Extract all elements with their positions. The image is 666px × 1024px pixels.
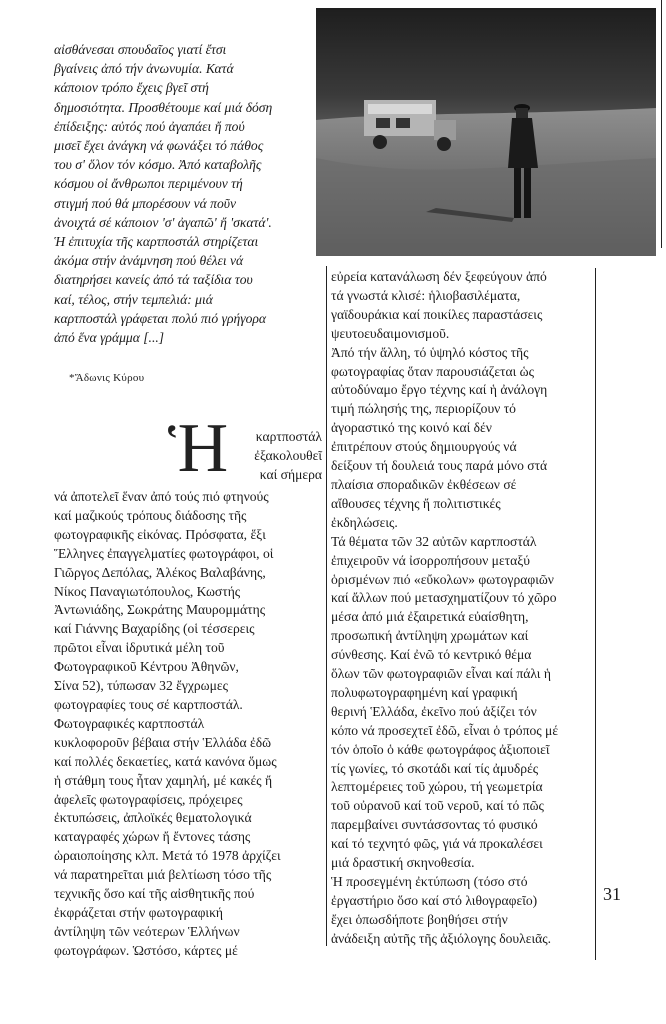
page-number: 31 (603, 884, 621, 904)
epigraph-author-name: Ἄδωνις Κύρου (74, 372, 145, 384)
article-right-column: εὐρεία κατανάλωση δέν ξεφεύγουν ἀπό τά γνωστά κλισέ: ἡλιοβασιλέματα, γαϊδουράκια καί ποικίλες παραστάσεις ψευτοευδαιμονισμοῦ. Ἀπό τήν ἄλλη, τό ὑψηλό κόστος τῆς φωτογραφίας ὅταν παρουσιάζεται ὡς αὐτοδύναμο ἔργο τέχνης καί ἡ ἀνάλογη τιμή πώλησής της, περιορίζουν τό ἀγοραστικό της κοινό καί δέν ἐπιτρέπουν στούς δημιουργούς νά δείξουν τή δουλειά τους παρά μόνο στά πλαίσια σποραδικῶν ἐκθέσεων σέ αἴθουσες τέχνης ἤ πολιτιστικές ἐκδηλώσεις. Τά θέματα τῶν 32 αὐτῶν καρτποστάλ ἐπιχειροῦν νά ἰσορροπήσουν μεταξύ ὁρισμένων πιό «εὔκολων» φωτογραφιῶν καί ἄλλων πού μετασχηματίζουν τό χῶρο μέσα ἀπό μιά ἐξαιρετικά εὐαίσθητη, προσωπική ἀντίληψη χρωμάτων καί σύνθεσης. Καί ἐνῶ τό κεντρικό θέμα ὅλων τῶν φωτογραφιῶν εἶναι καί πάλι ἡ πολυφωτογραφημένη καί γραφική θερινή Ἑλλάδα, ἐκεῖνο πού ἀξίζει τόν κόπο νά προσεχτεῖ ἐδῶ, εἶναι ὁ τρόπος μέ τόν ὁποῖο ὁ κάθε φωτογράφος ἀξιοποιεῖ τίς γωνίες, τό σκοτάδι καί τίς ἀμυδρές λεπτομέρειες τοῦ χώρου, τή γεωμετρία τοῦ οὐρανοῦ καί τοῦ νεροῦ, καί τό πῶς παρεμβαίνει συντάσσοντας τό φυσικό καί τό τεχνητό φῶς, γιά νά προκαλέσει μιά δραστική σκηνοθεσία. Ἡ προσεγμένη ἐκτύπωση (τόσο στό ἐργαστήριο ὅσο καί στό λιθογραφεῖο) ἔχει ὁπωσδήποτε βοηθήσει στήν ἀνάδειξη αὐτῆς τῆς ἀξιόλογης δουλειᾶς. (331, 269, 559, 946)
column-divider (326, 266, 327, 946)
photo-desert-truck-man (316, 8, 656, 256)
epigraph-quote (54, 40, 312, 347)
article-left-column: νά ἀποτελεῖ ἕναν ἀπό τούς πιό φτηνούς καί μαζικούς τρόπους διάδοσης τῆς φωτογραφικῆς εἰκόνας. Πρόσφατα, ἕξι Ἕλληνες ἐπαγγελματίες φωτογράφοι, οἱ Γιῶργος Δεπόλας, Ἀλέκος Βαλαβάνης, Νίκος Παναγιωτόπουλος, Κωστής Ἀντωνιάδης, Σωκράτης Μαυρομμάτης καί Γιάννης Βαχαρίδης (οἱ τέσσερεις πρῶτοι εἶναι ἱδρυτικά μέλη τοῦ Φωτογραφικοῦ Κέντρου Ἀθηνῶν, Σίνα 52), τύπωσαν 32 ἔγχρωμες φωτογραφίες τους σέ καρτποστάλ. Φωτογραφικές καρτποστάλ κυκλοφοροῦν βέβαια στήν Ἑλλάδα ἐδῶ καί πολλές δεκαετίες, κατά κανόνα ὅμως ἡ στάθμη τους ἦταν χαμηλή, μέ κακές ἤ ἀφελεῖς φωτογραφίσεις, πρόχειρες ἐκτυπώσεις, ἀπλοϊκές θεματολογικά καταγραφές χώρων ἤ ἔντονες τάσης ὡραιοποίησης κλπ. Μετά τό 1978 ἀρχίζει νά παρατηρεῖται μιά βελτίωση τόσο τῆς τεχνικῆς ὅσο καί τῆς αἰσθητικῆς πού ἐκφράζεται στήν φωτογραφική ἀντίληψη τῶν νεότερων Ἑλλήνων φωτογράφων. Ὡστόσο, κάρτες μέ (54, 489, 281, 958)
asterisk-mark: * (69, 372, 75, 384)
article-opening (168, 410, 322, 488)
page-edge-rule (661, 0, 662, 248)
epigraph-text: αἰσθάνεσαι σπουδαῖος γιατί ἔτσι βγαίνεις ἀπό τήν ἀνωνυμία. Κατά κάποιον τρόπο ἔχεις βγεῖ στή δημοσιότητα. Προσθέτουμε καί μιά δόση ἐπίδειξης: αὐτός πού ἀγαπάει ἤ πού μισεῖ ἔχει ἀνάγκη νά φωνάξει τό πάθος του σ' ὅλον τόν κόσμο. Ἀπό καταβολῆς κόσμου οἱ ἄνθρωποι περιμένουν τή στιγμή πού θά μπορέσουν νά ποῦν ἀνοιχτά σέ κάποιον 'σ' ἀγαπῶ' ἤ 'σκατά'. Ἡ ἐπιτυχία τῆς καρτποστάλ στηρίζεται ἀκόμα στήν ἀνάμνηση πού θέλει νά διατηρήσει κανείς ἀπό τά ταξίδια του καί, τέλος, στήν τεμπελιά: μιά καρτποστάλ γράφεται πολύ πιό γρήγορα ἀπό ἕνα γράμμα [...] (54, 42, 273, 346)
drop-cap: Ἡ (168, 410, 229, 487)
photo-image (316, 8, 656, 256)
right-margin-rule (595, 268, 596, 960)
epigraph-author (69, 372, 144, 384)
drop-cap-lines: καρτποστάλ ἐξακολουθεῖ καί σήμερα (254, 429, 322, 482)
